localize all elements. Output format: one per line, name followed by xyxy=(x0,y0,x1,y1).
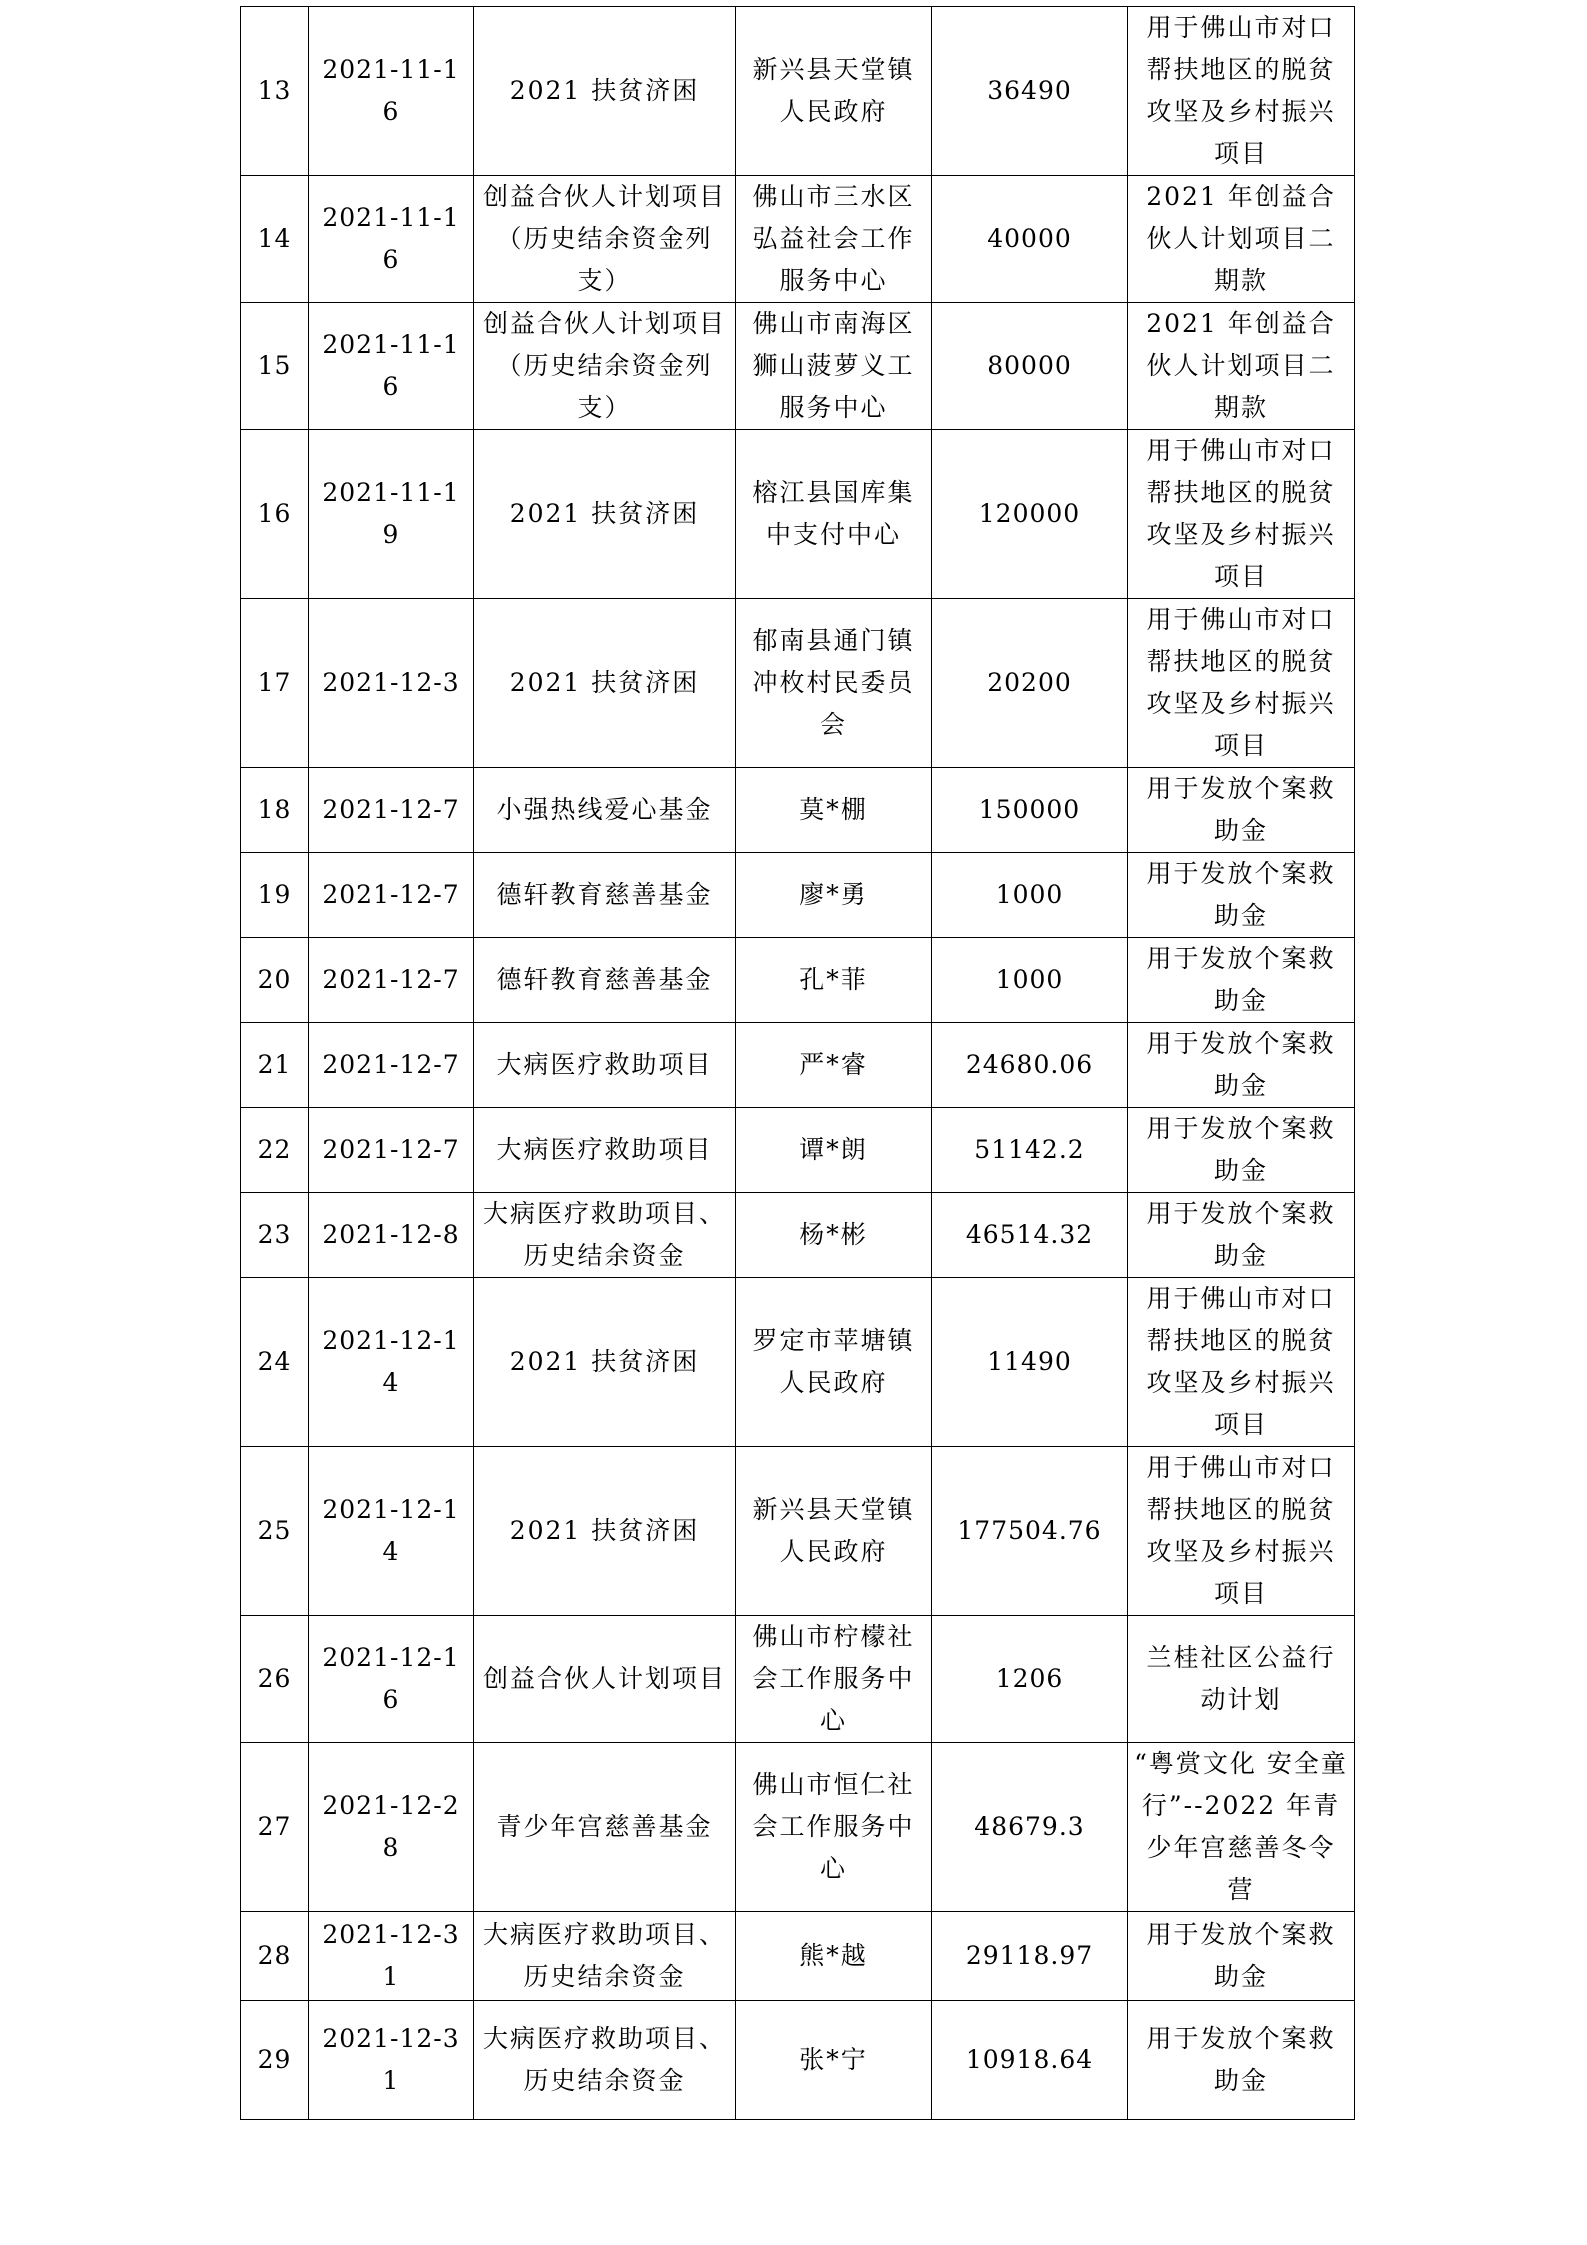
row-amount: 20200 xyxy=(932,599,1128,768)
row-recipient: 新兴县天堂镇人民政府 xyxy=(736,7,932,176)
row-project: 2021 扶贫济困 xyxy=(474,1278,736,1447)
row-amount: 46514.32 xyxy=(932,1193,1128,1278)
row-project: 2021 扶贫济困 xyxy=(474,430,736,599)
row-purpose: “粤赏文化 安全童行”--2022 年青少年宫慈善冬令营 xyxy=(1128,1743,1355,1912)
table-row xyxy=(241,303,1355,430)
row-purpose: 用于发放个案救助金 xyxy=(1128,1912,1355,2001)
row-amount: 29118.97 xyxy=(932,1912,1128,2001)
row-purpose: 用于发放个案救助金 xyxy=(1128,1193,1355,1278)
row-purpose: 用于发放个案救助金 xyxy=(1128,853,1355,938)
row-recipient: 新兴县天堂镇人民政府 xyxy=(736,1447,932,1616)
row-amount: 48679.3 xyxy=(932,1743,1128,1912)
table-row xyxy=(241,768,1355,853)
row-project: 创益合伙人计划项目（历史结余资金列支） xyxy=(474,303,736,430)
row-project: 青少年宫慈善基金 xyxy=(474,1743,736,1912)
row-number: 26 xyxy=(241,1616,309,1743)
row-project: 大病医疗救助项目 xyxy=(474,1108,736,1193)
table-body xyxy=(241,7,1355,2120)
row-project: 大病医疗救助项目 xyxy=(474,1023,736,1108)
row-amount: 1000 xyxy=(932,938,1128,1023)
row-number: 13 xyxy=(241,7,309,176)
table-row xyxy=(241,176,1355,303)
table-row xyxy=(241,1193,1355,1278)
row-number: 21 xyxy=(241,1023,309,1108)
row-project: 创益合伙人计划项目 xyxy=(474,1616,736,1743)
row-number: 23 xyxy=(241,1193,309,1278)
row-date: 2021-11-16 xyxy=(309,7,474,176)
row-project: 2021 扶贫济困 xyxy=(474,7,736,176)
row-recipient: 郁南县通门镇冲枚村民委员会 xyxy=(736,599,932,768)
row-number: 27 xyxy=(241,1743,309,1912)
row-recipient: 佛山市南海区狮山菠萝义工服务中心 xyxy=(736,303,932,430)
row-number: 16 xyxy=(241,430,309,599)
row-date: 2021-11-16 xyxy=(309,303,474,430)
row-recipient: 罗定市苹塘镇人民政府 xyxy=(736,1278,932,1447)
row-date: 2021-12-7 xyxy=(309,768,474,853)
table-row xyxy=(241,7,1355,176)
row-number: 25 xyxy=(241,1447,309,1616)
row-recipient: 熊*越 xyxy=(736,1912,932,2001)
row-purpose: 用于发放个案救助金 xyxy=(1128,1108,1355,1193)
row-project: 2021 扶贫济困 xyxy=(474,599,736,768)
row-recipient: 廖*勇 xyxy=(736,853,932,938)
row-recipient: 张*宁 xyxy=(736,2001,932,2120)
row-recipient: 谭*朗 xyxy=(736,1108,932,1193)
row-purpose: 用于发放个案救助金 xyxy=(1128,2001,1355,2120)
table-row xyxy=(241,1616,1355,1743)
row-amount: 11490 xyxy=(932,1278,1128,1447)
row-project: 德轩教育慈善基金 xyxy=(474,853,736,938)
row-amount: 24680.06 xyxy=(932,1023,1128,1108)
row-purpose: 2021 年创益合伙人计划项目二期款 xyxy=(1128,176,1355,303)
row-purpose: 用于佛山市对口帮扶地区的脱贫攻坚及乡村振兴项目 xyxy=(1128,7,1355,176)
row-amount: 51142.2 xyxy=(932,1108,1128,1193)
row-amount: 150000 xyxy=(932,768,1128,853)
disbursement-table xyxy=(240,6,1355,2120)
row-purpose: 用于发放个案救助金 xyxy=(1128,938,1355,1023)
row-number: 15 xyxy=(241,303,309,430)
row-amount: 177504.76 xyxy=(932,1447,1128,1616)
row-date: 2021-12-7 xyxy=(309,1023,474,1108)
table-row xyxy=(241,1023,1355,1108)
row-date: 2021-11-19 xyxy=(309,430,474,599)
table-row xyxy=(241,599,1355,768)
row-date: 2021-12-31 xyxy=(309,1912,474,2001)
row-purpose: 用于佛山市对口帮扶地区的脱贫攻坚及乡村振兴项目 xyxy=(1128,430,1355,599)
row-purpose: 用于佛山市对口帮扶地区的脱贫攻坚及乡村振兴项目 xyxy=(1128,599,1355,768)
row-project: 大病医疗救助项目、历史结余资金 xyxy=(474,1193,736,1278)
row-date: 2021-12-31 xyxy=(309,2001,474,2120)
row-date: 2021-12-14 xyxy=(309,1278,474,1447)
row-project: 大病医疗救助项目、历史结余资金 xyxy=(474,2001,736,2120)
row-date: 2021-12-28 xyxy=(309,1743,474,1912)
row-project: 德轩教育慈善基金 xyxy=(474,938,736,1023)
row-amount: 120000 xyxy=(932,430,1128,599)
row-date: 2021-12-14 xyxy=(309,1447,474,1616)
table-row xyxy=(241,430,1355,599)
row-date: 2021-11-16 xyxy=(309,176,474,303)
table-row xyxy=(241,2001,1355,2120)
row-recipient: 杨*彬 xyxy=(736,1193,932,1278)
row-number: 29 xyxy=(241,2001,309,2120)
table-row xyxy=(241,1108,1355,1193)
row-recipient: 佛山市三水区弘益社会工作服务中心 xyxy=(736,176,932,303)
row-project: 创益合伙人计划项目（历史结余资金列支） xyxy=(474,176,736,303)
table-row xyxy=(241,1912,1355,2001)
row-recipient: 佛山市柠檬社会工作服务中心 xyxy=(736,1616,932,1743)
row-amount: 36490 xyxy=(932,7,1128,176)
row-number: 19 xyxy=(241,853,309,938)
row-amount: 80000 xyxy=(932,303,1128,430)
row-date: 2021-12-16 xyxy=(309,1616,474,1743)
row-recipient: 孔*菲 xyxy=(736,938,932,1023)
row-date: 2021-12-7 xyxy=(309,853,474,938)
row-date: 2021-12-8 xyxy=(309,1193,474,1278)
row-purpose: 兰桂社区公益行动计划 xyxy=(1128,1616,1355,1743)
row-project: 2021 扶贫济困 xyxy=(474,1447,736,1616)
table-row xyxy=(241,938,1355,1023)
row-number: 20 xyxy=(241,938,309,1023)
row-amount: 1000 xyxy=(932,853,1128,938)
row-number: 22 xyxy=(241,1108,309,1193)
row-amount: 10918.64 xyxy=(932,2001,1128,2120)
table-row xyxy=(241,853,1355,938)
row-recipient: 佛山市恒仁社会工作服务中心 xyxy=(736,1743,932,1912)
row-purpose: 用于发放个案救助金 xyxy=(1128,1023,1355,1108)
row-number: 14 xyxy=(241,176,309,303)
row-amount: 40000 xyxy=(932,176,1128,303)
row-number: 24 xyxy=(241,1278,309,1447)
row-purpose: 2021 年创益合伙人计划项目二期款 xyxy=(1128,303,1355,430)
row-date: 2021-12-7 xyxy=(309,938,474,1023)
row-recipient: 莫*棚 xyxy=(736,768,932,853)
table-row xyxy=(241,1743,1355,1912)
table-row xyxy=(241,1278,1355,1447)
row-purpose: 用于发放个案救助金 xyxy=(1128,768,1355,853)
row-date: 2021-12-7 xyxy=(309,1108,474,1193)
row-number: 17 xyxy=(241,599,309,768)
row-number: 28 xyxy=(241,1912,309,2001)
row-date: 2021-12-3 xyxy=(309,599,474,768)
row-purpose: 用于佛山市对口帮扶地区的脱贫攻坚及乡村振兴项目 xyxy=(1128,1278,1355,1447)
row-project: 大病医疗救助项目、历史结余资金 xyxy=(474,1912,736,2001)
row-recipient: 榕江县国库集中支付中心 xyxy=(736,430,932,599)
table-row xyxy=(241,1447,1355,1616)
row-amount: 1206 xyxy=(932,1616,1128,1743)
row-project: 小强热线爱心基金 xyxy=(474,768,736,853)
row-recipient: 严*睿 xyxy=(736,1023,932,1108)
row-number: 18 xyxy=(241,768,309,853)
row-purpose: 用于佛山市对口帮扶地区的脱贫攻坚及乡村振兴项目 xyxy=(1128,1447,1355,1616)
